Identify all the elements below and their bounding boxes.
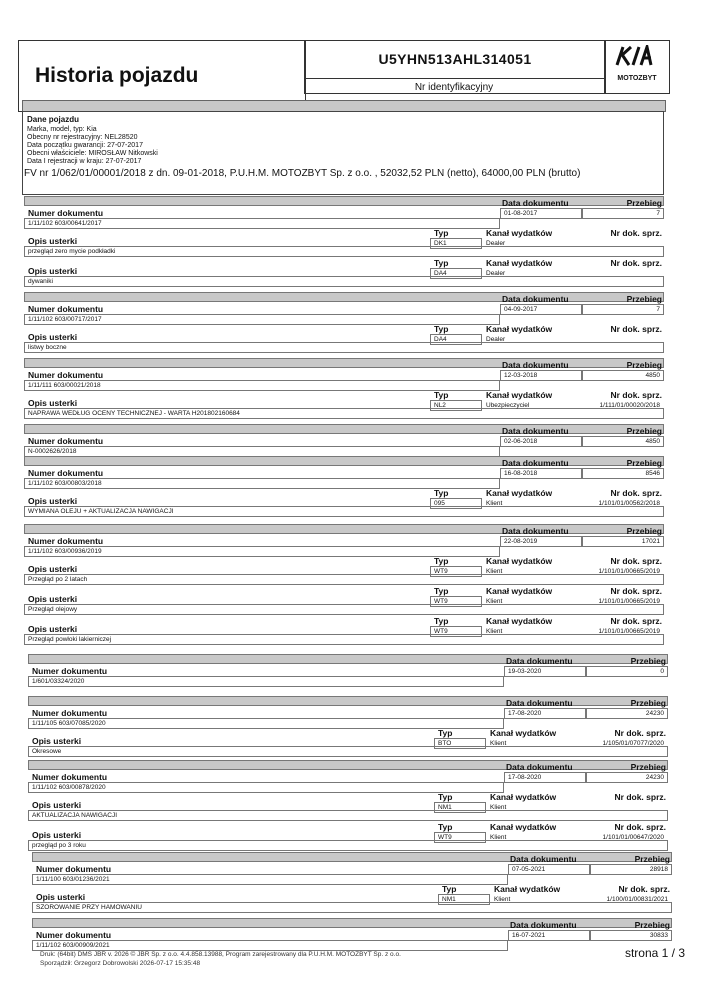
fault-type: NL2 <box>434 402 446 409</box>
przebieg-box <box>582 304 664 315</box>
fault-description: Przegląd olejowy <box>28 606 78 613</box>
fault-channel: Klient <box>486 598 503 605</box>
nr-dok-sprz-label: Nr dok. sprz. <box>610 616 662 626</box>
kanal-label: Kanał wydatków <box>486 488 553 498</box>
document-date: 16-07-2021 <box>512 932 546 939</box>
kanal-label: Kanał wydatków <box>486 228 553 238</box>
fault-type: NM1 <box>438 804 452 811</box>
document-number: 1/11/100 603/01236/2021 <box>36 876 110 883</box>
fault-channel: Dealer <box>486 270 506 277</box>
kanal-label: Kanał wydatków <box>486 258 553 268</box>
kanal-label: Kanał wydatków <box>486 586 553 596</box>
typ-label: Typ <box>434 390 449 400</box>
typ-label: Typ <box>434 556 449 566</box>
document-date: 12-03-2018 <box>504 372 538 379</box>
data-dokumentu-label: Data dokumentu <box>506 698 573 708</box>
typ-label: Typ <box>442 884 457 894</box>
fault-type: BTO <box>438 740 452 747</box>
numer-dokumentu-label: Numer dokumentu <box>32 666 108 676</box>
fault-row-box <box>28 746 668 757</box>
data-dokumentu-label: Data dokumentu <box>502 458 569 468</box>
opis-usterki-label: Opis usterki <box>28 266 78 276</box>
kia-logo-icon <box>615 45 661 73</box>
data-dokumentu-label: Data dokumentu <box>502 198 569 208</box>
fault-row-box <box>24 604 664 615</box>
fault-doc-number: 1/101/01/00665/2019 <box>598 628 660 635</box>
kanal-label: Kanał wydatków <box>494 884 561 894</box>
numer-dokumentu-label: Numer dokumentu <box>28 208 104 218</box>
nr-dok-sprz-label: Nr dok. sprz. <box>614 822 666 832</box>
nr-dok-sprz-label: Nr dok. sprz. <box>610 390 662 400</box>
przebieg-box <box>582 208 664 219</box>
przebieg-label: Przebieg <box>626 294 662 304</box>
fault-doc-number: 1/111/01/00020/2018 <box>599 402 660 409</box>
document-number: 1/11/111 603/00021/2018 <box>28 382 101 389</box>
typ-label: Typ <box>438 792 453 802</box>
fault-description: Przegląd powłoki lakierniczej <box>28 636 112 643</box>
fault-type: DA4 <box>434 336 447 343</box>
fault-row-box <box>28 810 668 821</box>
vehicle-section-label: Dane pojazdu <box>27 115 80 124</box>
vehicle-line: Obecni właściciele: MIROSŁAW Nitkowski <box>27 150 158 157</box>
numer-dokumentu-label: Numer dokumentu <box>28 468 104 478</box>
nr-dok-sprz-label: Nr dok. sprz. <box>610 586 662 596</box>
opis-usterki-label: Opis usterki <box>28 564 78 574</box>
document-number: 1/11/105 603/07085/2020 <box>32 720 106 727</box>
footer-author: Sporządził: Grzegorz Dobrowolski 2026-07-17 15:35:48 <box>40 960 201 967</box>
kanal-label: Kanał wydatków <box>486 324 553 334</box>
fault-type: 095 <box>434 500 445 507</box>
numer-dokumentu-label: Numer dokumentu <box>28 436 104 446</box>
vehicle-line: Obecny nr rejestracyjny: NEL28520 <box>27 134 138 141</box>
nr-dok-sprz-label: Nr dok. sprz. <box>614 792 666 802</box>
vin-label-box <box>304 78 604 101</box>
fault-doc-number: 1/101/01/00665/2019 <box>598 568 660 575</box>
document-mileage: 8546 <box>645 470 660 477</box>
nr-dok-sprz-label: Nr dok. sprz. <box>618 884 670 894</box>
data-dokumentu-label: Data dokumentu <box>502 426 569 436</box>
fault-channel: Klient <box>486 628 503 635</box>
przebieg-label: Przebieg <box>626 458 662 468</box>
fault-channel: Dealer <box>486 240 506 247</box>
fault-channel: Klient <box>486 500 503 507</box>
fault-description: SZOROWANIE PRZY HAMOWANIU <box>36 904 142 911</box>
document-date: 17-08-2020 <box>508 774 542 781</box>
fault-row-box <box>24 634 664 645</box>
fault-description: Okresowe <box>32 748 62 755</box>
document-mileage: 30833 <box>649 932 668 939</box>
fault-channel: Klient <box>486 568 503 575</box>
fault-channel: Dealer <box>486 336 506 343</box>
document-mileage: 24230 <box>645 710 664 717</box>
przebieg-label: Przebieg <box>626 198 662 208</box>
fault-row-box <box>24 574 664 585</box>
przebieg-label: Przebieg <box>630 698 666 708</box>
opis-usterki-label: Opis usterki <box>32 830 82 840</box>
numer-dokumentu-label: Numer dokumentu <box>28 304 104 314</box>
fault-description: dywaniki <box>28 278 53 285</box>
kia-logo <box>604 40 670 94</box>
document-date: 02-06-2018 <box>504 438 538 445</box>
typ-label: Typ <box>434 258 449 268</box>
opis-usterki-label: Opis usterki <box>28 236 78 246</box>
document-mileage: 7 <box>656 306 660 313</box>
numer-dokumentu-label: Numer dokumentu <box>32 708 108 718</box>
data-dokumentu-label: Data dokumentu <box>510 920 577 930</box>
kia-wordmark-icon <box>615 45 661 67</box>
document-number: 1/11/102 603/00909/2021 <box>36 942 110 949</box>
fault-description: listwy boczne <box>28 344 67 351</box>
przebieg-label: Przebieg <box>626 526 662 536</box>
opis-usterki-label: Opis usterki <box>28 332 78 342</box>
numer-box <box>28 676 504 687</box>
document-date: 19-03-2020 <box>508 668 542 675</box>
data-dokumentu-label: Data dokumentu <box>502 294 569 304</box>
przebieg-box <box>586 666 668 677</box>
fault-description: AKTUALIZACJA NAWIGACJI <box>32 812 117 819</box>
fault-description: przegląd po 3 roku <box>32 842 86 849</box>
przebieg-label: Przebieg <box>630 762 666 772</box>
document-mileage: 7 <box>656 210 660 217</box>
logo-caption: MOTOZBYT <box>617 75 657 82</box>
document-mileage: 4850 <box>645 372 660 379</box>
document-number: 1/11/102 603/00717/2017 <box>28 316 102 323</box>
document-mileage: 17021 <box>641 538 660 545</box>
document-date: 07-05-2021 <box>512 866 546 873</box>
nr-dok-sprz-label: Nr dok. sprz. <box>610 228 662 238</box>
fault-row-box <box>24 276 664 287</box>
numer-dokumentu-label: Numer dokumentu <box>36 930 112 940</box>
fault-type: WT9 <box>434 568 448 575</box>
opis-usterki-label: Opis usterki <box>32 800 82 810</box>
opis-usterki-label: Opis usterki <box>36 892 86 902</box>
document-date: 04-09-2017 <box>504 306 538 313</box>
kanal-label: Kanał wydatków <box>486 556 553 566</box>
fault-description: przegląd zero mycie podkładki <box>28 248 116 255</box>
document-number: 1/11/102 603/00878/2020 <box>32 784 106 791</box>
przebieg-label: Przebieg <box>634 854 670 864</box>
fault-channel: Klient <box>494 896 511 903</box>
numer-dokumentu-label: Numer dokumentu <box>32 772 108 782</box>
opis-usterki-label: Opis usterki <box>28 624 78 634</box>
opis-usterki-label: Opis usterki <box>28 398 78 408</box>
page-number: strona 1 / 3 <box>624 946 685 960</box>
footer <box>40 950 401 968</box>
fault-type: WT9 <box>434 628 448 635</box>
document-number: 1/11/102 603/00803/2018 <box>28 480 102 487</box>
typ-label: Typ <box>438 822 453 832</box>
data-dokumentu-label: Data dokumentu <box>510 854 577 864</box>
typ-label: Typ <box>434 586 449 596</box>
document-number: 1/601/03324/2020 <box>32 678 85 685</box>
typ-label: Typ <box>434 228 449 238</box>
data-dokumentu-label: Data dokumentu <box>502 526 569 536</box>
fault-type: WT9 <box>434 598 448 605</box>
document-date: 01-08-2017 <box>504 210 538 217</box>
document-mileage: 28918 <box>649 866 668 873</box>
data-dokumentu-label: Data dokumentu <box>506 762 573 772</box>
fault-channel: Klient <box>490 834 507 841</box>
page-title: Historia pojazdu <box>35 64 199 87</box>
nr-dok-sprz-label: Nr dok. sprz. <box>614 728 666 738</box>
footer-print-info: Druk: (64bit) DMS JBR v. 2026 © JBR Sp. z o.o. 4.4.858.13988, Program zarejestrowany dla P.U.H.M. MOTOZBYT Sp. z o.o. <box>40 951 401 958</box>
document-mileage: 0 <box>660 668 664 675</box>
numer-dokumentu-label: Numer dokumentu <box>28 536 104 546</box>
document-mileage: 24230 <box>645 774 664 781</box>
document-date: 17-08-2020 <box>508 710 542 717</box>
fault-type: DA4 <box>434 270 447 277</box>
vehicle-line: Data I rejestracji w kraju: 27-07-2017 <box>27 158 142 165</box>
document-number: 1/11/102 603/00936/2019 <box>28 548 102 555</box>
fault-row-box <box>28 840 668 851</box>
fault-row-box <box>24 342 664 353</box>
fault-channel: Klient <box>490 804 507 811</box>
nr-dok-sprz-label: Nr dok. sprz. <box>610 488 662 498</box>
numer-dokumentu-label: Numer dokumentu <box>36 864 112 874</box>
fault-doc-number: 1/105/01/07077/2020 <box>602 740 664 747</box>
fault-description: Przegląd po 2 latach <box>28 576 88 583</box>
document-number: 1/11/102 603/00641/2017 <box>28 220 102 227</box>
kanal-label: Kanał wydatków <box>486 616 553 626</box>
opis-usterki-label: Opis usterki <box>28 594 78 604</box>
vehicle-line: Data początku gwarancji: 27-07-2017 <box>27 142 143 149</box>
przebieg-label: Przebieg <box>634 920 670 930</box>
data-dokumentu-label: Data dokumentu <box>502 360 569 370</box>
przebieg-label: Przebieg <box>626 426 662 436</box>
fault-doc-number: 1/101/01/00647/2020 <box>602 834 664 841</box>
document-number: N-0002626/2018 <box>28 448 77 455</box>
kanal-label: Kanał wydatków <box>490 822 557 832</box>
fault-channel: Klient <box>490 740 507 747</box>
opis-usterki-label: Opis usterki <box>28 496 78 506</box>
fault-description: NAPRAWA WEDŁUG OCENY TECHNICZNEJ - WARTA H201802160684 <box>28 410 240 417</box>
kanal-label: Kanał wydatków <box>490 728 557 738</box>
fault-type: WT9 <box>438 834 452 841</box>
przebieg-label: Przebieg <box>630 656 666 666</box>
vin-number: U5YHN513AHL314051 <box>378 51 532 67</box>
nr-dok-sprz-label: Nr dok. sprz. <box>610 556 662 566</box>
nr-dok-sprz-label: Nr dok. sprz. <box>610 324 662 334</box>
kanal-label: Kanał wydatków <box>490 792 557 802</box>
fault-row-box <box>24 246 664 257</box>
fault-type: NM1 <box>442 896 456 903</box>
vehicle-line: Marka, model, typ: Kia <box>27 126 97 133</box>
document-mileage: 4850 <box>645 438 660 445</box>
nr-dok-sprz-label: Nr dok. sprz. <box>610 258 662 268</box>
typ-label: Typ <box>434 488 449 498</box>
document-date: 22-08-2019 <box>504 538 538 545</box>
fault-channel: Ubezpieczyciel <box>486 402 530 409</box>
fault-doc-number: 1/101/01/00562/2018 <box>598 500 660 507</box>
typ-label: Typ <box>434 324 449 334</box>
kanal-label: Kanał wydatków <box>486 390 553 400</box>
fault-doc-number: 1/101/01/00665/2019 <box>598 598 660 605</box>
document-date: 16-08-2018 <box>504 470 538 477</box>
numer-dokumentu-label: Numer dokumentu <box>28 370 104 380</box>
invoice-line: FV nr 1/062/01/00001/2018 z dn. 09-01-2018, P.U.H.M. MOTOZBYT Sp. z o.o. , 52032,52 PLN (netto), 64000,00 PLN (brutto) <box>24 168 581 179</box>
vin-label: Nr identyfikacyjny <box>414 82 494 93</box>
typ-label: Typ <box>434 616 449 626</box>
fault-type: DK1 <box>434 240 447 247</box>
przebieg-label: Przebieg <box>626 360 662 370</box>
fault-doc-number: 1/100/01/00831/2021 <box>606 896 668 903</box>
vehicle-info-box <box>22 111 664 195</box>
typ-label: Typ <box>438 728 453 738</box>
data-dokumentu-label: Data dokumentu <box>506 656 573 666</box>
fault-description: WYMIANA OLEJU + AKTUALIZACJA NAWIGACJI <box>28 508 174 515</box>
opis-usterki-label: Opis usterki <box>32 736 82 746</box>
